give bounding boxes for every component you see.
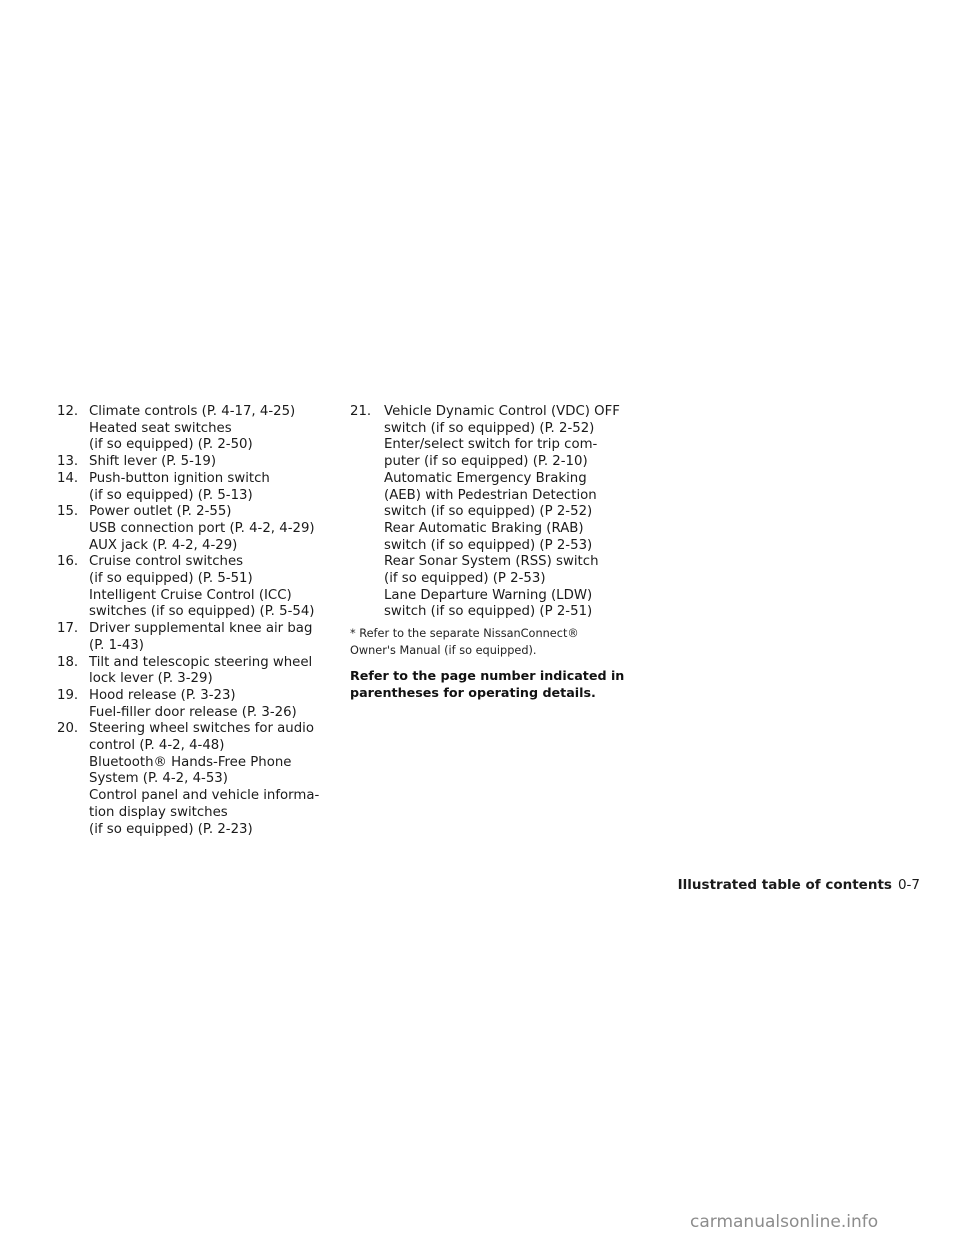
watermark[interactable]: carmanualsonline.info (690, 1212, 879, 1232)
item-continuation-line: (if so equipped) (P. 5-13) (89, 487, 253, 503)
list-item (57, 471, 327, 504)
item-text: Driver supplemental knee air bag (89, 621, 313, 637)
item-continuation-line: switch (if so equipped) (P 2-52) (384, 504, 593, 520)
item-number: 12. (57, 404, 79, 419)
item-continuation-line: (if so equipped) (P. 2-23) (89, 821, 253, 837)
refnote-line: parentheses for operating details. (350, 685, 596, 701)
item-continuation-line: Rear Automatic Braking (RAB) (384, 520, 584, 536)
item-number: 16. (57, 554, 79, 570)
item-continuation-line: switches (if so equipped) (P. 5-54) (89, 604, 315, 620)
item-continuation-line: Fuel-filler door release (P. 3-26) (89, 704, 297, 720)
item-number: 18. (57, 654, 79, 670)
list-item-first-line (57, 554, 327, 571)
item-continuation-line: (if so equipped) (P. 5-51) (89, 571, 253, 587)
right-item-list (350, 404, 630, 621)
list-item (57, 404, 327, 454)
item-continuation-line: lock lever (P. 3-29) (89, 671, 213, 687)
item-text: Power outlet (P. 2-55) (89, 504, 232, 520)
item-continuation-line: (AEB) with Pedestrian Detection (384, 487, 597, 503)
item-text: Vehicle Dynamic Control (VDC) OFF (384, 404, 620, 419)
footnote-line: Owner's Manual (if so equipped). (350, 644, 537, 658)
list-item-first-line (57, 504, 327, 521)
item-text: Cruise control switches (89, 554, 244, 570)
item-continuation-line: Automatic Emergency Braking (384, 470, 587, 486)
list-item (57, 621, 327, 654)
item-number: 13. (57, 454, 79, 470)
list-item (350, 404, 630, 621)
page-number: 0-7 (897, 877, 920, 893)
item-continuation-line: (if so equipped) (P. 2-50) (89, 437, 253, 453)
item-continuation-line: switch (if so equipped) (P 2-53) (384, 537, 593, 553)
item-continuation-line: switch (if so equipped) (P 2-51) (384, 604, 593, 620)
item-continuation-line: (if so equipped) (P 2-53) (384, 571, 546, 587)
list-item-first-line (57, 655, 327, 672)
item-text: Tilt and telescopic steering wheel (89, 654, 313, 670)
section-title: Illustrated table of contents (677, 877, 892, 893)
item-number: 21. (350, 404, 372, 419)
item-continuation-line: System (P. 4-2, 4-53) (89, 771, 228, 787)
item-continuation-line: Enter/select switch for trip com- (384, 437, 598, 453)
list-item (57, 688, 327, 721)
item-text: Steering wheel switches for audio (89, 721, 314, 737)
item-continuation-line: switch (if so equipped) (P. 2-52) (384, 420, 595, 436)
right-column (350, 404, 630, 701)
list-item-first-line (350, 404, 630, 421)
list-item (57, 454, 327, 471)
list-item (57, 655, 327, 688)
item-text: Push-button ignition switch (89, 470, 270, 486)
item-number: 19. (57, 687, 79, 703)
item-continuation-line: Lane Departure Warning (LDW) (384, 587, 593, 603)
item-number: 15. (57, 504, 79, 520)
list-item-first-line (57, 454, 327, 471)
page-reference-note (350, 667, 630, 701)
left-column (57, 404, 327, 838)
item-continuation-line: tion display switches (89, 804, 228, 820)
item-continuation-line: (P. 1-43) (89, 637, 144, 653)
list-item-first-line (57, 621, 327, 638)
item-continuation-line: control (P. 4-2, 4-48) (89, 738, 225, 754)
footnote (350, 625, 630, 659)
item-continuation-line: Bluetooth® Hands-Free Phone (89, 754, 292, 770)
item-number: 20. (57, 721, 79, 737)
item-text: Hood release (P. 3-23) (89, 687, 236, 703)
list-item (57, 504, 327, 554)
list-item-first-line (57, 721, 327, 738)
item-continuation-line: AUX jack (P. 4-2, 4-29) (89, 537, 238, 553)
list-item-first-line (57, 404, 327, 421)
item-continuation-line: puter (if so equipped) (P. 2-10) (384, 454, 588, 470)
list-item-first-line (57, 471, 327, 488)
refnote-line: Refer to the page number indicated in (350, 668, 625, 684)
list-item (57, 554, 327, 621)
item-continuation-line: Heated seat switches (89, 420, 232, 436)
footnote-line: * Refer to the separate NissanConnect® (350, 627, 579, 641)
page-footer (678, 877, 920, 893)
item-continuation-line: USB connection port (P. 4-2, 4-29) (89, 520, 315, 536)
list-item (57, 721, 327, 838)
item-text: Climate controls (P. 4-17, 4-25) (89, 404, 296, 419)
list-item-first-line (57, 688, 327, 705)
item-continuation-line: Intelligent Cruise Control (ICC) (89, 587, 292, 603)
item-continuation-line: Control panel and vehicle informa- (89, 788, 320, 804)
item-continuation-line: Rear Sonar System (RSS) switch (384, 554, 599, 570)
item-text: Shift lever (P. 5-19) (89, 454, 217, 470)
item-number: 17. (57, 621, 79, 637)
item-number: 14. (57, 470, 79, 486)
